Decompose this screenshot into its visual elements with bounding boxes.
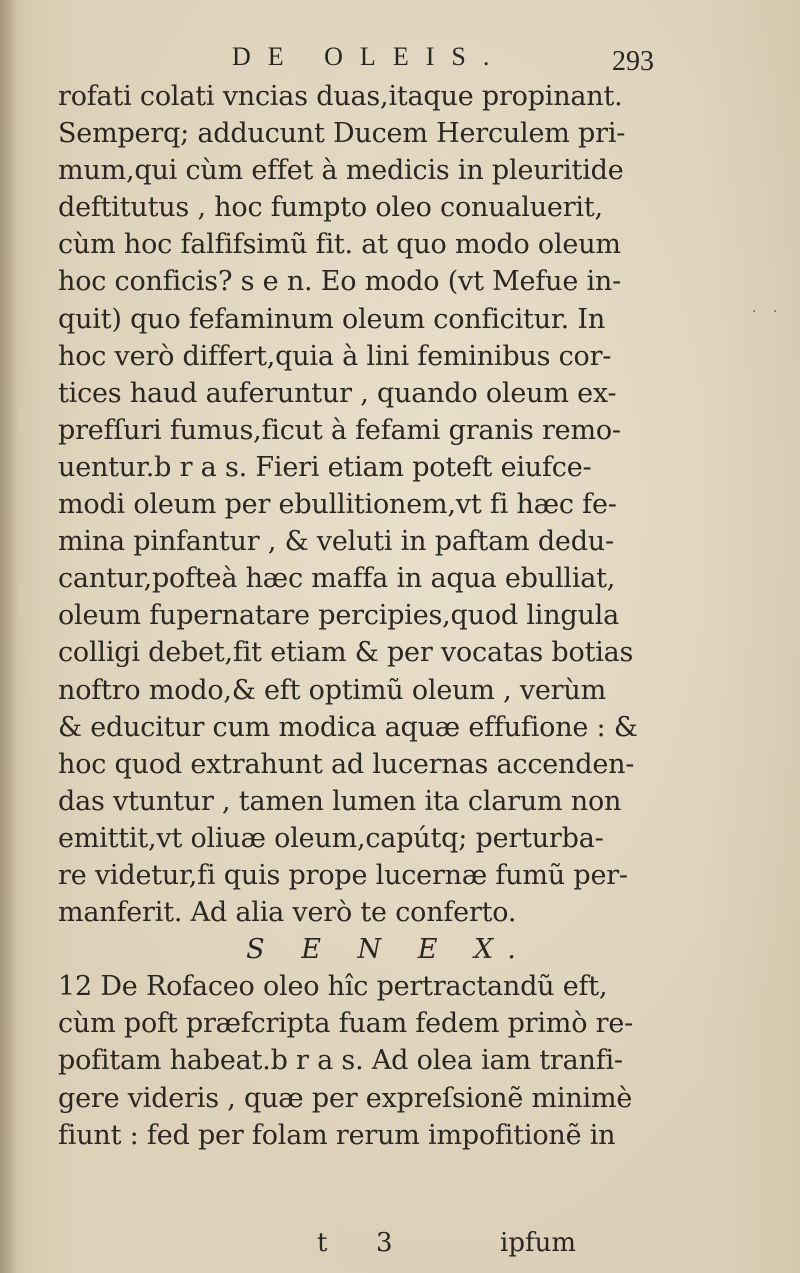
text-line: tices haud auferuntur , quando oleum ex-: [58, 377, 617, 409]
running-title: DE OLEIS.: [232, 42, 507, 71]
text-line: 12 De Rofaceo oleo hîc pertractandũ eft,: [58, 971, 608, 1003]
text-line: uentur.b r a s. Fieri etiam poteft eiufce-: [58, 451, 592, 483]
running-head: [0, 40, 800, 80]
text-line: gere videris , quæ per expreſsionẽ minimè: [58, 1082, 633, 1114]
page-number: 293: [612, 46, 654, 77]
text-line: re videtur,fi quis prope lucernæ fumũ per-: [58, 859, 628, 891]
text-line: pofitam habeat.b r a s. Ad olea iam tranfi-: [58, 1045, 623, 1077]
text-line: cùm hoc falfifsimũ fit. at quo modo oleum: [58, 229, 621, 261]
text-line: quit) quo fefaminum oleum conficitur. In: [58, 303, 606, 335]
text-line: hoc quod extrahunt ad lucernas accenden-: [58, 748, 635, 780]
text-line: hoc conficis? s e n. Eo modo (vt Mefue in-: [58, 266, 622, 298]
text-line: prefſuri fumus,ficut à fefami granis remo-: [58, 414, 621, 446]
signature-mark: t: [317, 1228, 328, 1258]
section-heading: S E N E X.: [246, 934, 530, 966]
text-line: emittit,vt oliuæ oleum,capútq; perturba-: [58, 822, 604, 854]
margin-specks: . .: [752, 300, 784, 316]
text-line: cùm poft præfcripta fuam fedem primò re-: [58, 1008, 634, 1040]
text-line: manferit. Ad alia verò te conferto.: [58, 897, 517, 929]
text-line: modi oleum per ebullitionem,vt fi hæc fe-: [58, 489, 617, 521]
catchword: ipfum: [500, 1228, 576, 1258]
text-line: Semperq; adducunt Ducem Herculem pri-: [58, 118, 626, 150]
text-line: colligi debet,fit etiam & per vocatas botias: [58, 637, 634, 669]
text-line: noftro modo,& eft optimũ oleum , verùm: [58, 674, 606, 706]
signature-number: 3: [376, 1228, 393, 1258]
text-line: mum,qui cùm effet à medicis in pleuritide: [58, 155, 624, 187]
text-line: cantur,pofteà hæc maffa in aqua ebulliat,: [58, 563, 616, 595]
text-line: hoc verò differt,quia à lini feminibus cor-: [58, 340, 612, 372]
text-line: das vtuntur , tamen lumen ita clarum non: [58, 785, 622, 817]
text-line: & educitur cum modica aquæ effufione : &: [58, 711, 638, 743]
gutter-shadow: [0, 0, 18, 1273]
text-line: deftitutus , hoc fumpto oleo conualuerit,: [58, 192, 603, 224]
text-line: oleum fupernatare percipies,quod lingula: [58, 600, 620, 632]
footer-signature: [0, 1228, 800, 1268]
text-line: mina pinfantur , & veluti in paftam dedu-: [58, 526, 614, 558]
text-line: rofati colati vncias duas,itaque propinant.: [58, 81, 623, 112]
text-line: fiunt : fed per folam rerum impofitionẽ in: [58, 1119, 616, 1151]
main-text: [58, 78, 678, 1154]
